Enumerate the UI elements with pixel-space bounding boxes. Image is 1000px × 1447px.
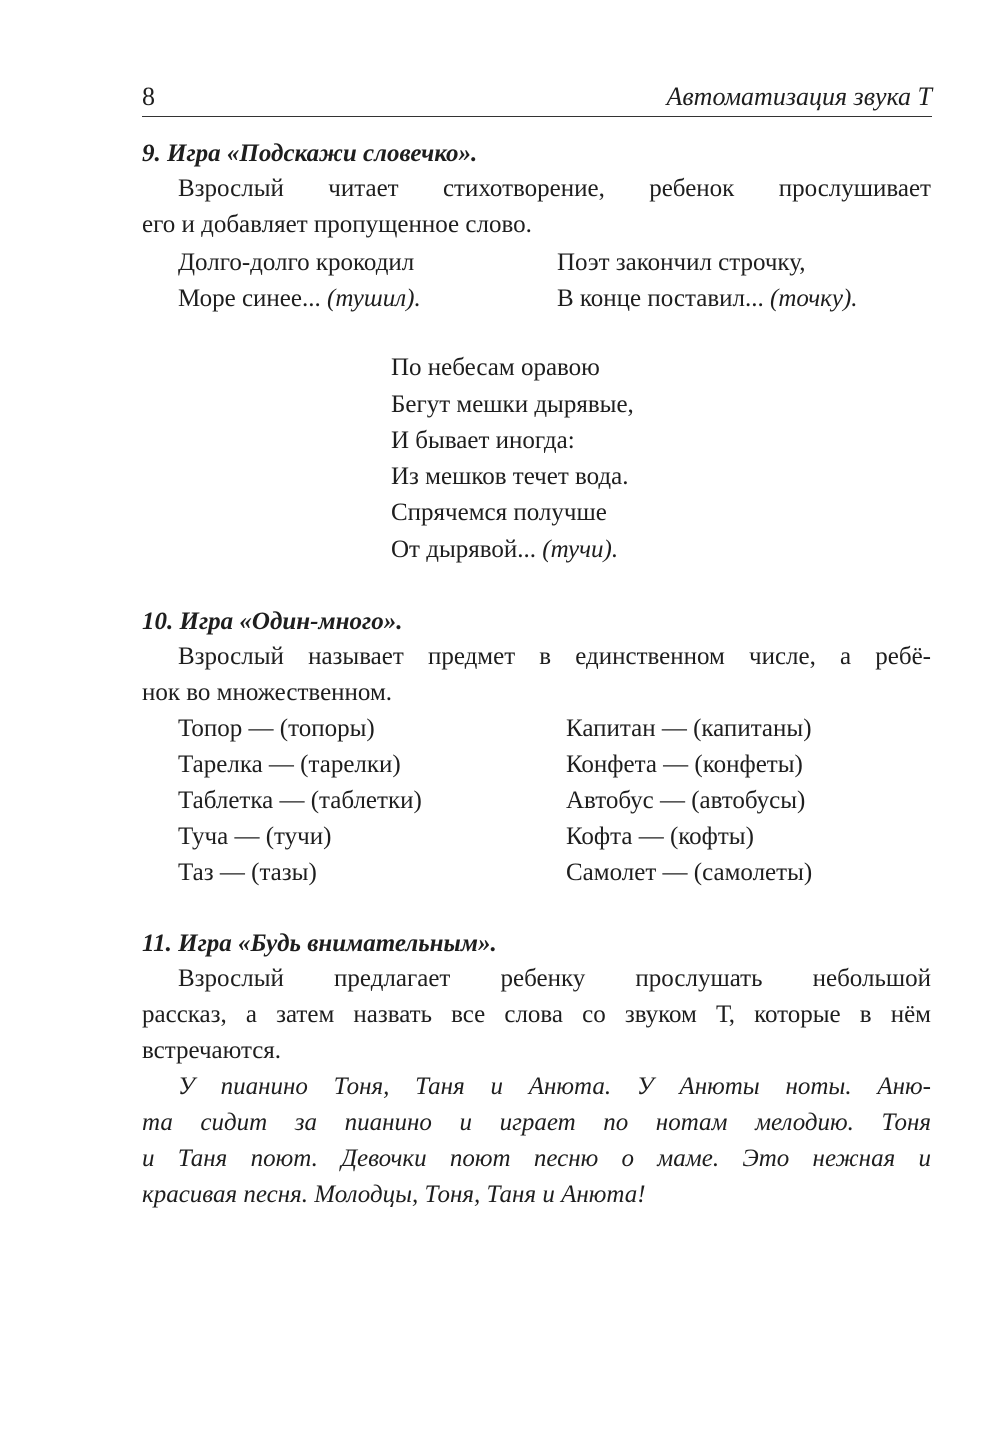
section-11-instruction-line-2: рассказ, а затем назвать все слова со звуком Т, которые в нём (142, 1001, 931, 1028)
poem-2-line-2 (557, 282, 858, 316)
word-pair-right-3: Автобус — (автобусы) (566, 787, 806, 814)
poem-3-line-3: И бывает иногда: (391, 427, 575, 454)
poem-2-line-1: Поэт закончил строчку, (557, 249, 806, 276)
poem-3-line-1: По небесам оравою (391, 354, 600, 381)
section-9-instruction-line-1: Взрослый читает стихотворение, ребенок прослушивает (178, 175, 931, 202)
poem-1-line-2-text: Море синее... (178, 285, 327, 312)
page-number: 8 (142, 82, 155, 111)
word-pair-left-3: Таблетка — (таблетки) (178, 787, 422, 814)
poem-2-line-2-text: В конце поставил... (557, 285, 770, 312)
word-pair-left-4: Туча — (тучи) (178, 823, 332, 850)
story-line-4: красивая песня. Молодцы, Тоня, Таня и Анюта! (142, 1181, 646, 1208)
word-pair-right-5: Самолет — (самолеты) (566, 859, 813, 886)
poem-3-line-6-text: От дырявой... (391, 536, 543, 563)
section-9-title: 9. Игра «Подскажи словечко». (142, 140, 478, 167)
story-line-2: та сидит за пианино и играет по нотам мелодию. Тоня (142, 1109, 931, 1136)
section-11-title: 11. Игра «Будь внимательным». (142, 930, 497, 957)
word-pair-left-5: Таз — (тазы) (178, 859, 317, 886)
word-pair-left-2: Тарелка — (тарелки) (178, 751, 401, 778)
word-pair-right-4: Кофта — (кофты) (566, 823, 754, 850)
section-11-instruction-line-3: встречаются. (142, 1037, 282, 1064)
section-9-instruction-line-2: его и добавляет пропущенное слово. (142, 211, 532, 238)
poem-1-line-1: Долго-долго крокодил (178, 249, 415, 276)
word-pair-right-1: Капитан — (капитаны) (566, 715, 812, 742)
poem-3-answer: (тучи). (542, 536, 619, 563)
page-header (142, 78, 932, 117)
word-pair-left-1: Топор — (топоры) (178, 715, 375, 742)
poem-1-answer: (тушил). (327, 285, 421, 312)
story-line-1: У пианино Тоня, Таня и Анюта. У Анюты ноты. Аню- (178, 1073, 931, 1100)
word-pair-right-2: Конфета — (конфеты) (566, 751, 803, 778)
poem-2-answer: (точку). (770, 285, 858, 312)
section-10-instruction-line-1: Взрослый называет предмет в единственном числе, а ребё- (178, 643, 931, 670)
section-10-title: 10. Игра «Один-много». (142, 608, 403, 635)
poem-3-line-5: Спрячемся получше (391, 499, 607, 526)
story-line-3: и Таня поют. Девочки поют песню о маме. Это нежная и (142, 1145, 931, 1172)
poem-3-line-2: Бегут мешки дырявые, (391, 391, 634, 418)
poem-3-line-6 (391, 533, 618, 567)
running-title: Автоматизация звука Т (666, 82, 932, 111)
section-10-instruction-line-2: нок во множественном. (142, 679, 393, 706)
section-11-instruction-line-1: Взрослый предлагает ребенку прослушать небольшой (178, 965, 931, 992)
poem-3-line-4: Из мешков течет вода. (391, 463, 629, 490)
poem-1-line-2 (178, 282, 421, 316)
